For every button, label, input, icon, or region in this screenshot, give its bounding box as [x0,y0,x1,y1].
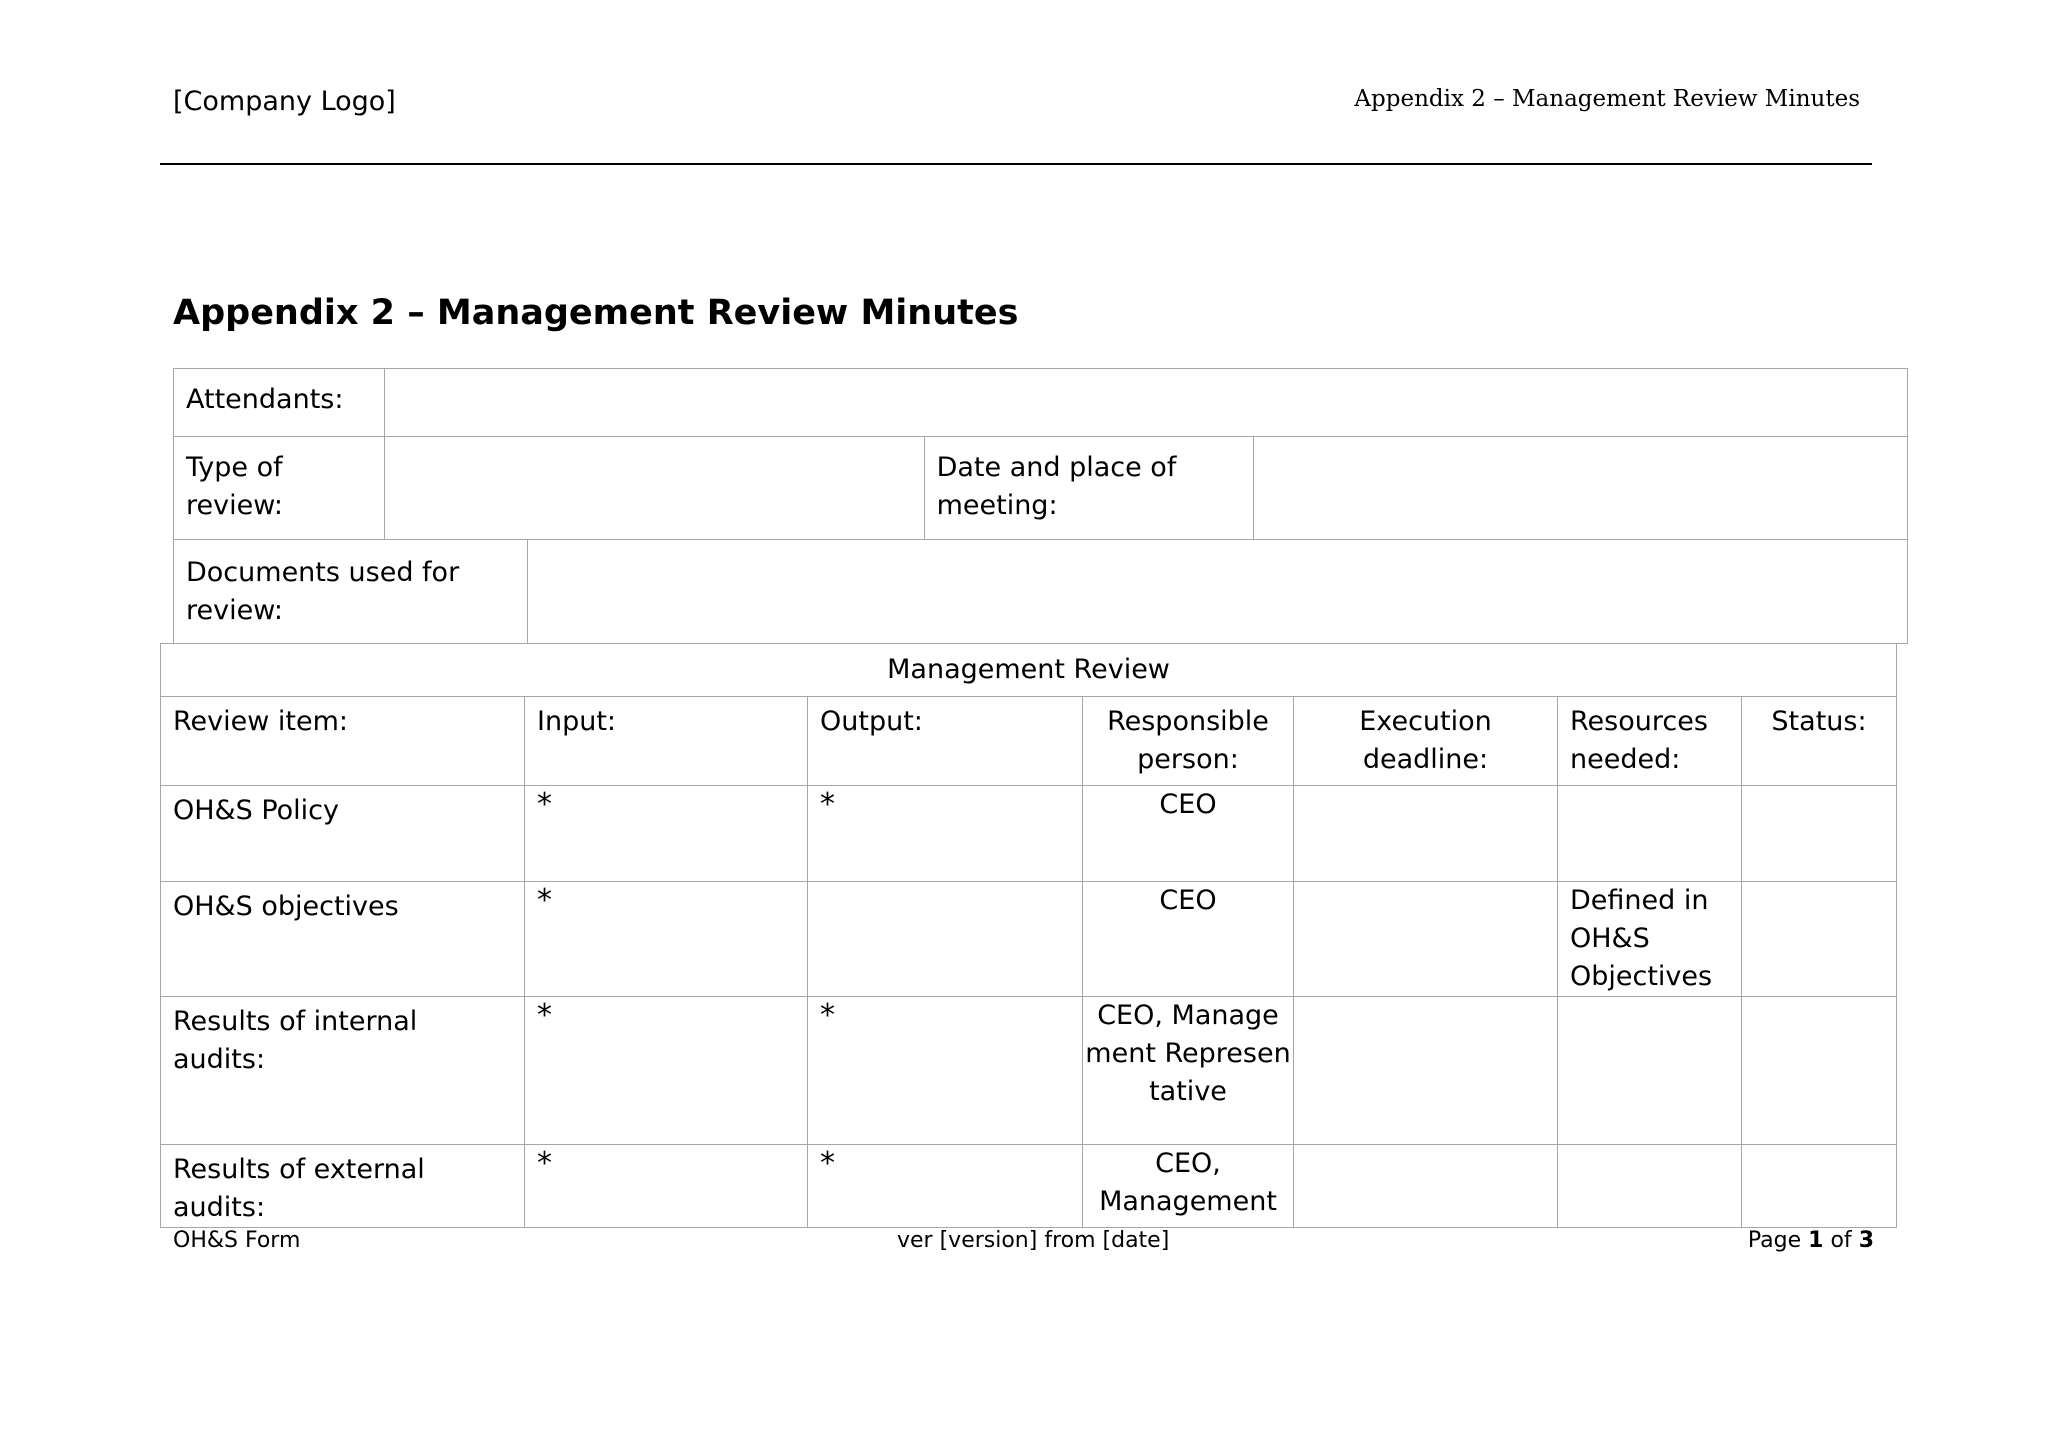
footer-page-current: 1 [1808,1228,1824,1253]
header-divider [160,163,1872,165]
col-header-resources: Resources needed: [1558,697,1742,786]
company-logo-placeholder: [Company Logo] [173,86,396,117]
documents-used-label: Documents used for review: [174,540,528,644]
row-deadline[interactable] [1294,997,1558,1145]
row-item: OH&S objectives [161,882,525,997]
table-row [161,1145,1897,1228]
col-header-output: Output: [808,697,1083,786]
row-output[interactable]: * [808,1145,1083,1228]
row-resources[interactable] [1558,786,1742,882]
col-header-deadline: Execution deadline: [1294,697,1558,786]
footer-version: ver [version] from [date] [897,1228,1170,1253]
table-row [161,882,1897,997]
row-resources[interactable]: Defined in OH&S Objectives [1558,882,1742,997]
attendants-field[interactable] [384,369,1907,437]
footer-page-number [1748,1228,1874,1253]
date-place-label: Date and place of meeting: [924,437,1254,540]
row-input[interactable]: * [525,882,808,997]
row-status[interactable] [1742,882,1897,997]
row-status[interactable] [1742,997,1897,1145]
row-item: OH&S Policy [161,786,525,882]
row-deadline[interactable] [1294,786,1558,882]
review-table-title: Management Review [161,644,1897,697]
row-status[interactable] [1742,786,1897,882]
col-header-status: Status: [1742,697,1897,786]
row-input[interactable]: * [525,997,808,1145]
attendants-label: Attendants: [174,369,385,437]
table-row [161,997,1897,1145]
row-resources[interactable] [1558,1145,1742,1228]
management-review-table [160,643,1897,1228]
row-output[interactable]: * [808,997,1083,1145]
row-deadline[interactable] [1294,1145,1558,1228]
documents-info-table [173,539,1908,644]
document-title: Appendix 2 – Management Review Minutes [173,293,1019,333]
table-row [161,786,1897,882]
footer-form-label: OH&S Form [173,1228,301,1253]
row-deadline[interactable] [1294,882,1558,997]
row-responsible: CEO [1083,786,1294,882]
header-title: Appendix 2 – Management Review Minutes [1354,86,1860,112]
footer-of-word: of [1830,1228,1852,1253]
footer-page-word: Page [1747,1228,1802,1253]
row-responsible: CEO [1083,882,1294,997]
documents-used-field[interactable] [527,540,1907,644]
row-responsible: CEO, Management Representative [1083,997,1294,1145]
row-item: Results of external audits: [161,1145,525,1228]
meeting-info-table [173,368,1908,540]
row-input[interactable]: * [525,786,808,882]
col-header-responsible: Responsible person: [1083,697,1294,786]
row-status[interactable] [1742,1145,1897,1228]
row-responsible: CEO, Management [1083,1145,1294,1228]
row-resources[interactable] [1558,997,1742,1145]
type-of-review-field[interactable] [384,437,924,540]
type-of-review-label: Type of review: [174,437,385,540]
col-header-review-item: Review item: [161,697,525,786]
footer-page-total: 3 [1858,1228,1874,1253]
row-item: Results of internal audits: [161,997,525,1145]
row-input[interactable]: * [525,1145,808,1228]
row-output[interactable]: * [808,786,1083,882]
row-output[interactable] [808,882,1083,997]
col-header-input: Input: [525,697,808,786]
date-place-field[interactable] [1254,437,1908,540]
